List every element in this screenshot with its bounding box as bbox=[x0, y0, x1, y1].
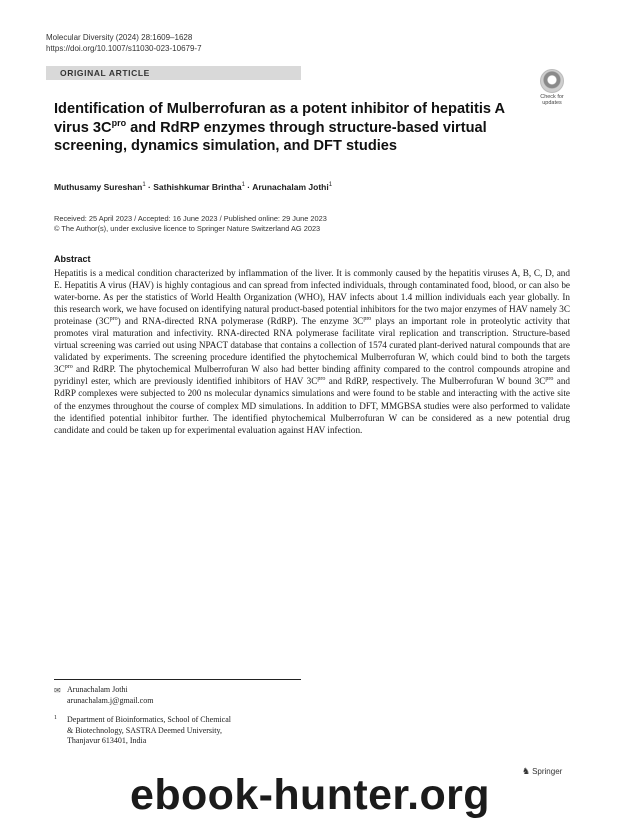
author-name[interactable]: Arunachalam Jothi bbox=[252, 182, 329, 192]
publisher-name: Springer bbox=[532, 767, 563, 776]
correspondence-note bbox=[54, 685, 294, 706]
check-for-updates-button[interactable] bbox=[537, 69, 567, 106]
affiliation-number: 1 bbox=[54, 715, 57, 721]
journal-header bbox=[46, 32, 202, 54]
affiliation-note bbox=[54, 715, 294, 747]
affiliation-line: & Biotechnology, SASTRA Deemed University, bbox=[67, 725, 222, 735]
footnote-divider bbox=[54, 679, 301, 680]
article-type-badge bbox=[46, 66, 301, 80]
history-dates: Received: 25 April 2023 / Accepted: 16 June 2023 / Published online: 29 June 2023 bbox=[54, 214, 327, 223]
article-title: Identification of Mulberrofuran as a potent inhibitor of hepatitis A virus $3C^{pro}$ and RdRP enzymes through structure-based virtual screening, dynamics simulation, and DFT studies bbox=[54, 101, 505, 154]
publication-dates bbox=[54, 214, 327, 234]
abstract-heading: Abstract bbox=[54, 254, 91, 264]
corresponding-author: Arunachalam Jothi bbox=[67, 685, 128, 694]
author-email[interactable]: arunachalam.j@gmail.com bbox=[67, 695, 154, 705]
springer-horse-icon: ♞ bbox=[522, 766, 531, 776]
check-updates-text: Check for updates bbox=[540, 94, 564, 106]
envelope-icon: ✉ bbox=[54, 686, 61, 695]
check-updates-icon bbox=[540, 69, 564, 93]
journal-citation: Molecular Diversity (2024) 28:1609–1628 bbox=[46, 33, 193, 42]
author-list: Muthusamy Sureshan$^1$ · Sathishkumar Brintha$^1$ · Arunachalam Jothi$^1$ bbox=[54, 182, 333, 192]
affiliation-line: Department of Bioinformatics, School of Chemical bbox=[67, 715, 231, 724]
abstract-body: Hepatitis is a medical condition characterized by inflammation of the liver. It is commonly caused by the hepatitis viruses A, B, C, D, and E. Hepatitis A virus (HAV) is highly contagious and can spread from infected individuals, through contaminated food, blood, or can also be water-borne. As per the statistics of World Health Organization (WHO), HAV infects about 1.4 million individuals each year globally. In this research work, we have focused on identifying natural product-based potential inhibitors for the two major enzymes of HAV namely 3C proteinase $(3C^{pro})$ and RNA-directed RNA polymerase (RdRP). The enzyme $3C^{pro}$ plays an important role in proteolytic activity that promotes viral maturation and infectivity. RNA-directed RNA polymerase facilitate viral replication and transcription. Structure-based virtual screening was carried out using NPACT database that contains a collection of 1574 curated plant-derived natural compounds that are validated by experiments. The screening procedure identified the phytochemical Mulberrofuran W, which could bind to both the targets $3C^{pro}$ and RdRP. The phytochemical Mulberrofuran W also had better binding affinity compared to the control compounds atropine and pyridinyl ester, which are previously identified inhibitors of HAV $3C^{pro}$ and RdRP, respectively. The Mulberrofuran W bound $3C^{pro}$ and RdRP complexes were subjected to 200 ns molecular dynamics simulations and were found to be stable and interacting with the active site of the enzymes throughout the course of complex MD simulations. In addition to DFT, MMGBSA studies were also performed to validate the identified potential inhibitor further. The identified phytochemical Mulberrofuran W can be considered as a new potential drug candidate and could be taken up for experimental evaluation against HAV infection. bbox=[54, 268, 571, 435]
affiliation-line: Thanjavur 613401, India bbox=[67, 736, 147, 746]
author-name[interactable]: Muthusamy Sureshan bbox=[54, 182, 143, 192]
copyright-line: © The Author(s), under exclusive licence to Springer Nature Switzerland AG 2023 bbox=[54, 224, 321, 233]
author-name[interactable]: Sathishkumar Brintha bbox=[153, 182, 242, 192]
watermark-text: ebook-hunter.org bbox=[130, 771, 490, 819]
doi-link[interactable]: https://doi.org/10.1007/s11030-023-10679-7 bbox=[46, 44, 202, 53]
article-type-label: ORIGINAL ARTICLE bbox=[60, 68, 150, 78]
